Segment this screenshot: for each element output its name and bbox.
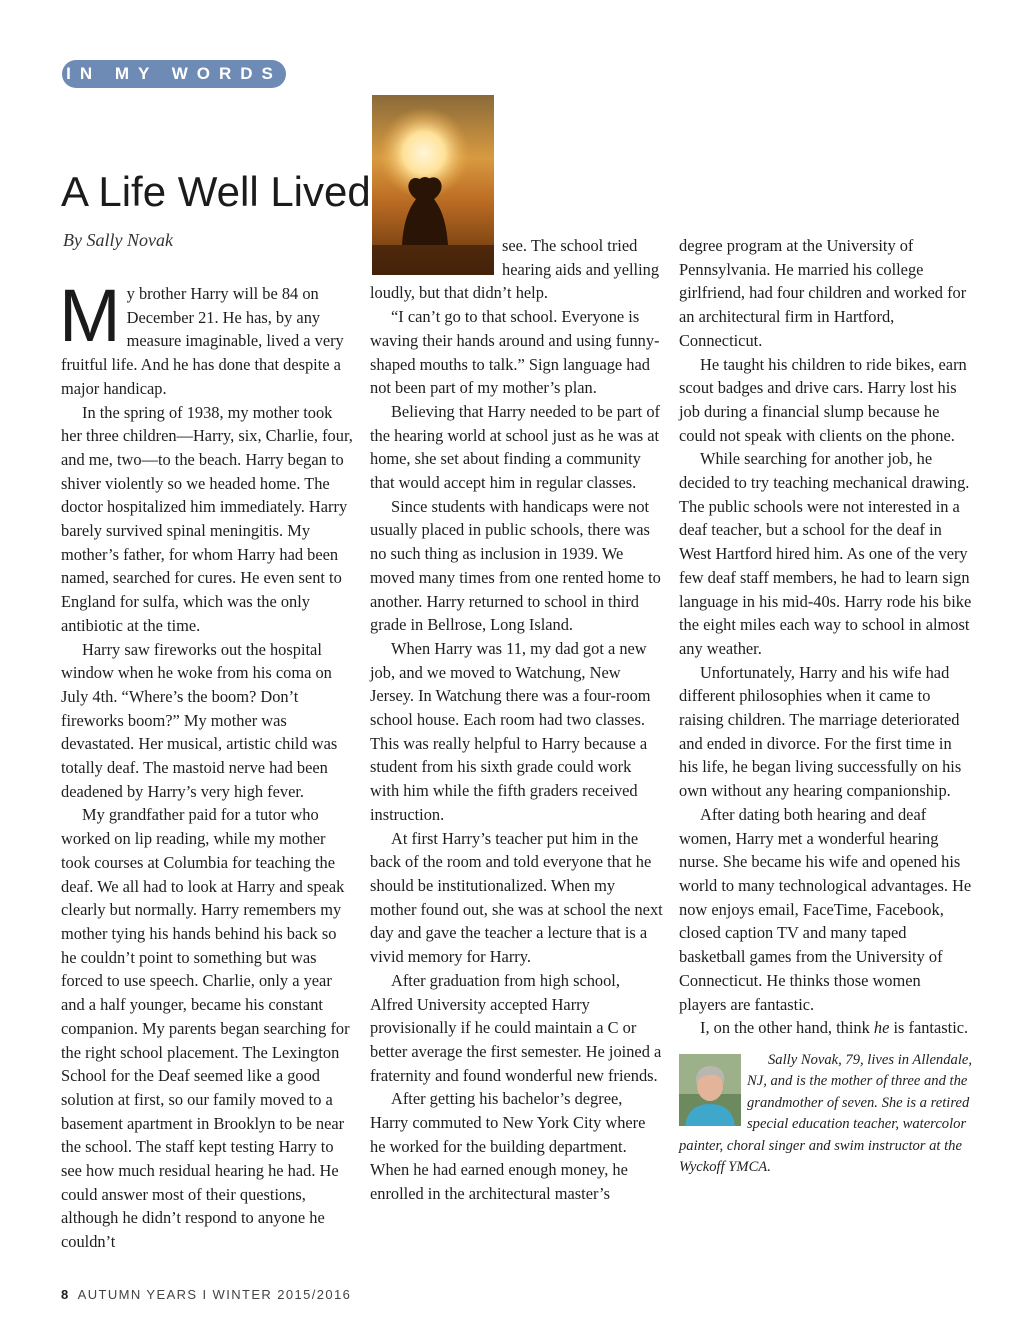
byline: By Sally Novak [63,230,173,250]
drop-cap: M [59,274,121,357]
paragraph: Harry saw fireworks out the hospital window when he woke from his coma on July 4th. “Where’s the boom? Don’t fireworks boom?” My mother was devastated. Her musical, artistic child was totally deaf. The mastoid nerve had been deadened by Harry’s very high fever. [61,639,338,801]
page-number: 8 [61,1287,70,1302]
author-bio: Sally Novak, 79, lives in Allendale, NJ, and is the mother of three and the grandmother of seven. She is a retired special education teacher, watercolor painter, choral singer and swim instructor at the Wyckoff YMCA. [679,1051,972,1176]
article-column-1 [59,274,354,1254]
paragraph: After graduation from high school, Alfred University accepted Harry provisionally if he could maintain a C or better average the first semester. He joined a fraternity and found wonderful new friends. [370,970,662,1085]
paragraph: At first Harry’s teacher put him in the back of the room and told everyone that he should be institutionalized. When my mother found out, she was at school the next day and gave the teacher a lecture that is a vivid memory for Harry. [370,828,663,967]
article-column-2 [370,234,663,1206]
article-column-3 [679,234,972,1179]
lead-paragraph: My brother Harry will be 84 on December 21. He has, by any measure imaginable, lived a very fruitful life. And he has done that despite a major handicap. [59,274,344,398]
paragraph: degree program at the University of Pennsylvania. He married his college girlfriend, had four children and worked for an architectural firm in Hartford, Connecticut. [679,236,967,350]
page-footer [61,1287,351,1302]
author-block [679,1050,972,1179]
paragraph: Since students with handicaps were not usually placed in public schools, there was no such thing as inclusion in 1939. We moved many times from one rented home to another. Harry returned to school in third grade in Bellrose, Long Island. [370,496,661,635]
paragraph: He taught his children to ride bikes, earn scout badges and drive cars. Harry lost his job during a financial slump because he could not speak with clients on the phone. [679,354,967,445]
paragraph: After dating both hearing and deaf women, Harry met a wonderful hearing nurse. She became his wife and opened his world to many technological advantages. He now enjoys email, FaceTime, Facebook, closed caption TV and many taped basketball games from the University of Connecticut. He thinks those women players are fantastic. [679,804,972,1014]
section-tag: IN MY WORDS [62,60,286,88]
paragraph: My grandfather paid for a tutor who worked on lip reading, while my mother took courses at Columbia for teaching the deaf. We all had to look at Harry and speak clearly but normally. Harry remembers my mother tying his hands behind his back so he couldn’t point to something but was forced to use speech. Charlie, only a year and a half younger, became his constant companion. My parents began searching for the right school placement. The Lexington School for the Deaf seemed like a good solution at first, so our family moved to a basement apartment in Brooklyn to be near the school. The staff kept testing Harry to see how much residual hearing he had. He could answer most of their questions, although he didn’t respond to anyone he couldn’t [61,805,350,1252]
paragraph: see. The school tried hearing aids and yelling loudly, but that didn’t help. [370,236,660,303]
author-portrait-photo [679,1054,741,1126]
paragraph: Unfortunately, Harry and his wife had different philosophies when it came to raising children. The marriage deteriorated and ended in divorce. For the first time in his life, he began living successfully on his own without any hearing companionship. [679,662,962,801]
paragraph: While searching for another job, he decided to try teaching mechanical drawing. The public schools were not interested in a deaf teacher, but a school for the deaf in West Hartford hired him. As one of the very few deaf staff members, he had to learn sign language in his mid-40s. Harry rode his bike the eight miles each way to school in almost any weather. [679,449,972,658]
publication-name: AUTUMN YEARS I WINTER 2015/2016 [77,1287,352,1302]
article-title: A Life Well Lived [61,168,371,215]
paragraph: After getting his bachelor’s degree, Harry commuted to New York City where he worked for the building department. When he had earned enough money, he enrolled in the architectural master’s [370,1089,646,1204]
paragraph: Believing that Harry needed to be part of the hearing world at school just as he was at home, she set about finding a community that would accept him in regular classes. [370,401,660,493]
paragraph: “I can’t go to that school. Everyone is waving their hands around and using funny-shaped mouths to talk.” Sign language had not been part of my mother’s plan. [370,307,660,398]
closing-paragraph: I, on the other hand, think he is fantastic. [700,1018,969,1038]
paragraph: When Harry was 11, my dad got a new job, and we moved to Watchung, New Jersey. In Watchung there was a four-room school house. Each room had two classes. This was really helpful to Harry because a student from his sixth grade could work with him while the fifth graders received instruction. [370,638,651,824]
paragraph: In the spring of 1938, my mother took her three children—Harry, six, Charlie, four, and me, two—to the beach. Harry began to shiver violently so we headed home. The doctor hospitalized him immediately. Harry barely survived spinal meningitis. My mother’s father, for whom Harry had been named, searched for cures. He even sent to England for sulfa, which was the only antibiotic at the time. [61,402,353,635]
